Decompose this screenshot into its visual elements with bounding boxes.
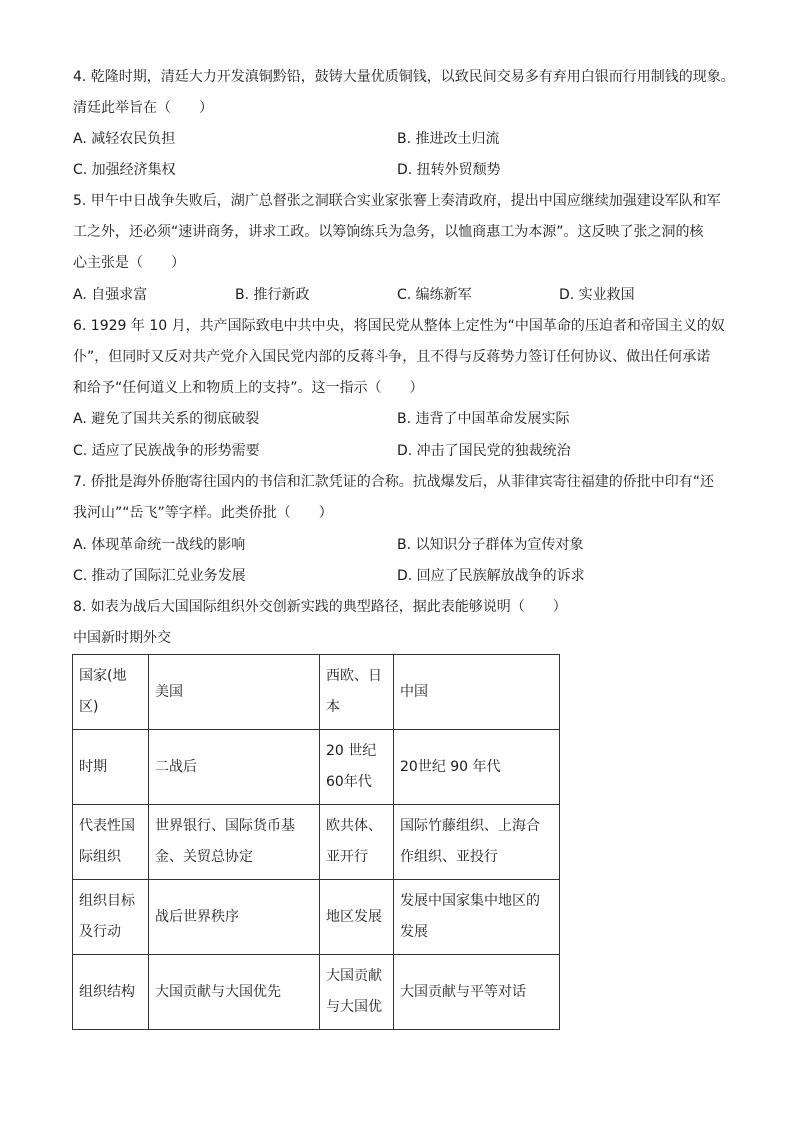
- table-cell: 二战后: [149, 730, 320, 805]
- question-8-caption: 中国新时期外交: [73, 630, 171, 646]
- question-4-stem-line-1: 4. 乾隆时期，清廷大力开发滇铜黔铅，鼓铸大量优质铜钱，以致民间交易多有弃用白银而行用制钱的现象。: [73, 69, 735, 85]
- question-4-option-c[interactable]: C. 加强经济集权: [73, 162, 176, 178]
- question-4-stem-line-2: 清廷此举旨在（ ）: [73, 100, 213, 116]
- table-cell: 20世纪 90 年代: [394, 730, 560, 805]
- question-6-option-b[interactable]: B. 违背了中国革命发展实际: [397, 411, 570, 427]
- table-cell: 西欧、日本: [320, 655, 394, 730]
- question-8-table: [72, 654, 560, 1030]
- table-cell: 发展中国家集中地区的发展: [394, 880, 560, 955]
- question-8-stem-line-1: 8. 如表为战后大国国际组织外交创新实践的典型路径，据此表能够说明（ ）: [73, 599, 567, 615]
- question-4-option-d[interactable]: D. 扭转外贸颓势: [397, 162, 501, 178]
- question-6-stem-line-1: 6. 1929 年 10 月，共产国际致电中共中央，将国民党从整体上定性为“中国革命的压迫者和帝国主义的奴: [73, 318, 725, 334]
- table-cell: 地区发展: [320, 880, 394, 955]
- question-6-option-c[interactable]: C. 适应了民族战争的形势需要: [73, 443, 260, 459]
- question-7-option-a[interactable]: A. 体现革命统一战线的影响: [73, 537, 246, 553]
- table-cell: 大国贡献与大国优: [320, 955, 394, 1030]
- table-row: [73, 955, 560, 1030]
- table-cell: 美国: [149, 655, 320, 730]
- question-5-option-c[interactable]: C. 编练新军: [397, 287, 472, 303]
- question-6-stem-line-3: 和给予“任何道义上和物质上的支持”。这一指示（ ）: [73, 380, 424, 396]
- table-cell: 组织目标及行动: [73, 880, 149, 955]
- question-6-option-d[interactable]: D. 冲击了国民党的独裁统治: [397, 443, 571, 459]
- table-row: [73, 655, 560, 730]
- table-cell: 20 世纪 60年代: [320, 730, 394, 805]
- question-5-option-b[interactable]: B. 推行新政: [235, 287, 310, 303]
- question-4-option-b[interactable]: B. 推进改土归流: [397, 131, 500, 147]
- table-row: [73, 880, 560, 955]
- table-row: [73, 805, 560, 880]
- question-6-stem-line-2: 仆”，但同时又反对共产党介入国民党内部的反蒋斗争，且不得与反蒋势力签订任何协议、做出任何承诺: [73, 349, 711, 365]
- table-cell: 欧共体、亚开行: [320, 805, 394, 880]
- table-cell: 大国贡献与平等对话: [394, 955, 560, 1030]
- question-5-option-d[interactable]: D. 实业救国: [559, 287, 635, 303]
- table-cell: 战后世界秩序: [149, 880, 320, 955]
- question-4-option-a[interactable]: A. 减轻农民负担: [73, 131, 176, 147]
- table-cell: 组织结构: [73, 955, 149, 1030]
- question-6-option-a[interactable]: A. 避免了国共关系的彻底破裂: [73, 411, 260, 427]
- table-cell: 国家(地区): [73, 655, 149, 730]
- table-cell: 时期: [73, 730, 149, 805]
- table-cell: 代表性国际组织: [73, 805, 149, 880]
- question-5-stem-line-1: 5. 甲午中日战争失败后，湖广总督张之洞联合实业家张謇上奏清政府，提出中国应继续加强建设军队和军: [73, 193, 721, 209]
- table-cell: 国际竹藤组织、上海合作组织、亚投行: [394, 805, 560, 880]
- question-7-stem-line-1: 7. 侨批是海外侨胞寄往国内的书信和汇款凭证的合称。抗战爆发后，从菲律宾寄往福建的侨批中印有“还: [73, 474, 715, 490]
- table-cell: 世界银行、国际货币基金、关贸总协定: [149, 805, 320, 880]
- question-5-stem-line-2: 工之外，还必须“速讲商务，讲求工政。以筹饷练兵为急务，以恤商惠工为本源”。这反映了张之洞的核: [73, 224, 704, 240]
- table-cell: 大国贡献与大国优先: [149, 955, 320, 1030]
- question-7-option-d[interactable]: D. 回应了民族解放战争的诉求: [397, 568, 585, 584]
- question-5-stem-line-3: 心主张是（ ）: [73, 255, 185, 271]
- question-5-option-a[interactable]: A. 自强求富: [73, 287, 148, 303]
- table-row: [73, 730, 560, 805]
- question-7-option-c[interactable]: C. 推动了国际汇兑业务发展: [73, 568, 246, 584]
- table-cell: 中国: [394, 655, 560, 730]
- question-7-option-b[interactable]: B. 以知识分子群体为宣传对象: [397, 537, 584, 553]
- question-7-stem-line-2: 我河山”“岳飞”等字样。此类侨批（ ）: [73, 505, 333, 521]
